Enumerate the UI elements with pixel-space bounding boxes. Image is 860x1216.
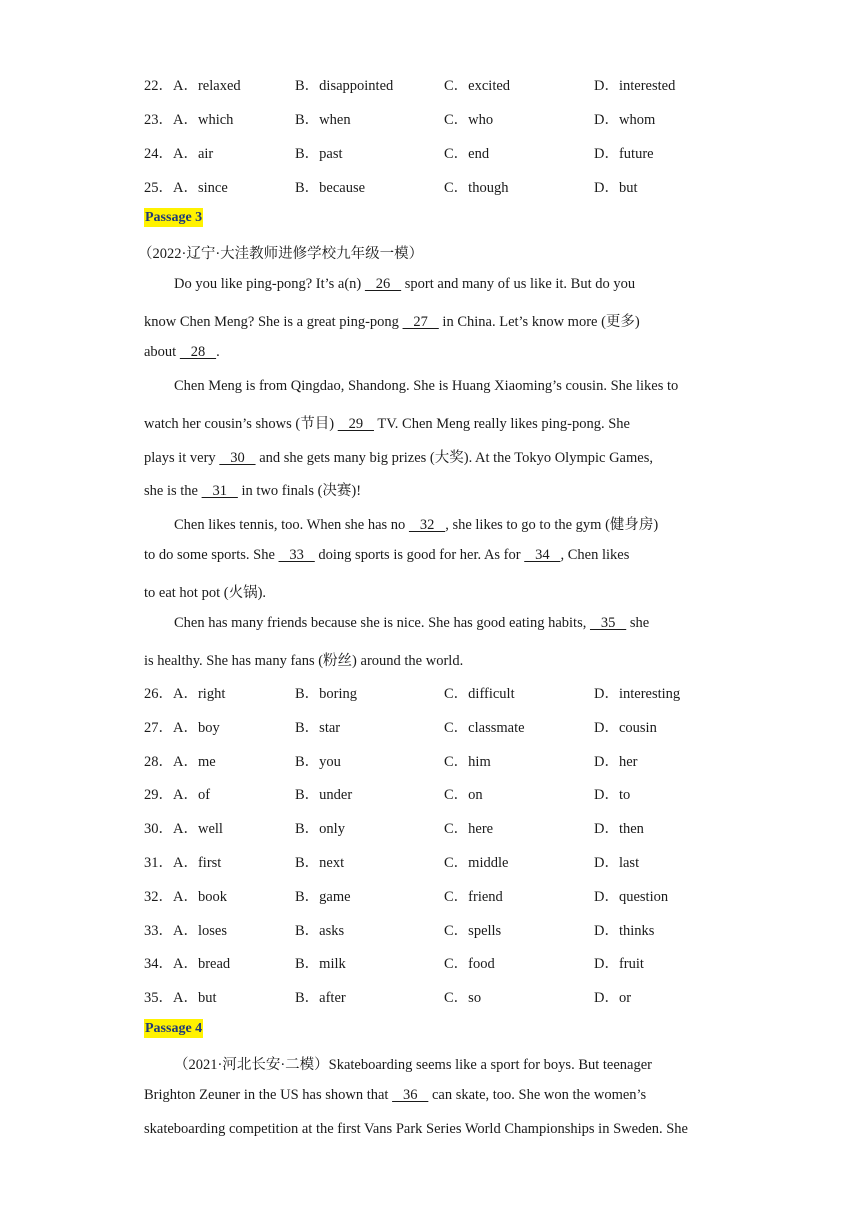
text-line bbox=[174, 513, 744, 534]
option-a: 32．A．book bbox=[144, 888, 227, 905]
option-b: B．under bbox=[295, 787, 353, 804]
text-segment: Chen likes tennis, too. When she has no bbox=[174, 517, 409, 534]
option-b: B．next bbox=[295, 855, 345, 871]
option-c: C．excited bbox=[444, 78, 511, 94]
blank-number: 35 bbox=[589, 615, 627, 631]
text-segment: TV. Chen Meng really likes ping-pong. She bbox=[373, 415, 630, 432]
option-b: B．because bbox=[295, 180, 366, 196]
option-c: C．here bbox=[444, 821, 494, 838]
blank-number: 34 bbox=[524, 547, 561, 564]
option-row bbox=[144, 716, 744, 736]
text-line bbox=[144, 1121, 714, 1138]
option-c: C．who bbox=[444, 112, 494, 128]
text-line bbox=[174, 1053, 744, 1074]
option-b: B．disappointed bbox=[295, 78, 394, 94]
text-segment: sport and many of us like it. But do you bbox=[401, 276, 636, 292]
option-a: 30．A．well bbox=[144, 821, 223, 838]
option-row bbox=[144, 919, 744, 939]
option-a: 34．A．bread bbox=[144, 956, 231, 973]
option-b: B．asks bbox=[295, 922, 345, 939]
option-row bbox=[144, 885, 744, 905]
option-a: 22．A．relaxed bbox=[144, 78, 241, 94]
option-b: B．milk bbox=[295, 956, 346, 973]
text-segment: to do some sports. She bbox=[144, 547, 279, 564]
option-row bbox=[144, 783, 744, 803]
option-c: C．friend bbox=[444, 888, 503, 905]
option-c: C．on bbox=[444, 787, 483, 804]
option-b: B．past bbox=[295, 146, 343, 162]
option-c: C．so bbox=[444, 990, 482, 1007]
option-a: 23．A．which bbox=[144, 112, 234, 128]
option-c: C．spells bbox=[444, 922, 502, 939]
text-segment: plays it very bbox=[144, 449, 220, 466]
text-segment: in China. Let’s know more (更多) bbox=[438, 313, 640, 330]
option-c: C．end bbox=[444, 146, 490, 162]
option-a: 29．A．of bbox=[144, 787, 211, 804]
text-line bbox=[174, 276, 744, 293]
text-segment: about bbox=[144, 343, 180, 360]
text-segment: watch her cousin’s shows (节目) bbox=[144, 415, 338, 432]
option-b: B．you bbox=[295, 753, 341, 770]
option-row bbox=[144, 176, 744, 196]
text-segment: doing sports is good for her. As for bbox=[314, 547, 525, 564]
text-line bbox=[144, 1087, 714, 1104]
option-d: D．her bbox=[594, 753, 638, 770]
text-segment: , Chen likes bbox=[560, 547, 630, 564]
option-a: 26．A．right bbox=[144, 686, 226, 702]
blank-number: 33 bbox=[278, 547, 315, 564]
text-line bbox=[144, 649, 714, 670]
text-line bbox=[144, 581, 714, 602]
option-c: C．classmate bbox=[444, 719, 525, 736]
text-segment: and she gets many big prizes (大奖). At the Tokyo Olympic Games, bbox=[255, 449, 653, 466]
text-line bbox=[144, 310, 714, 331]
option-c: C．difficult bbox=[444, 686, 515, 702]
blank-number: 32 bbox=[408, 517, 446, 534]
text-segment: Chen has many friends because she is nice. She has good eating habits, bbox=[174, 615, 590, 631]
text-segment: . bbox=[216, 343, 220, 360]
option-a: 31．A．first bbox=[144, 855, 222, 871]
option-b: B．only bbox=[295, 821, 345, 838]
text-segment: know Chen Meng? She is a great ping-pong bbox=[144, 313, 403, 330]
option-c: C．though bbox=[444, 180, 509, 196]
option-b: B．star bbox=[295, 719, 341, 736]
option-a: 35．A．but bbox=[144, 990, 217, 1007]
text-line bbox=[144, 412, 714, 433]
option-row bbox=[144, 108, 744, 128]
text-line bbox=[144, 446, 714, 467]
text-segment: can skate, too. She won the women’s bbox=[428, 1086, 647, 1103]
text-line bbox=[144, 344, 714, 361]
option-row bbox=[144, 952, 744, 972]
option-row bbox=[144, 74, 744, 94]
option-a: 28．A．me bbox=[144, 753, 216, 770]
option-d: D．whom bbox=[594, 112, 656, 128]
blank-number: 27 bbox=[402, 313, 439, 330]
option-row bbox=[144, 682, 744, 702]
option-row bbox=[144, 986, 744, 1006]
option-d: D．thinks bbox=[594, 922, 655, 939]
text-segment: Brighton Zeuner in the US has shown that bbox=[144, 1086, 393, 1103]
option-row bbox=[144, 750, 744, 770]
text-segment: Chen Meng is from Qingdao, Shandong. She is Huang Xiaoming’s cousin. She likes to bbox=[174, 377, 679, 394]
text-segment: is healthy. She has many fans (粉丝) around the world. bbox=[144, 652, 464, 669]
text-segment: skateboarding competition at the first Vans Park Series World Championships in Sweden. She bbox=[144, 1120, 688, 1137]
option-d: D．fruit bbox=[594, 956, 644, 973]
option-d: D．to bbox=[594, 787, 631, 804]
text-segment: she is the bbox=[144, 483, 202, 500]
blank-number: 28 bbox=[179, 343, 217, 360]
option-d: D．then bbox=[594, 821, 644, 838]
passage-3-source: （2022·辽宁·大洼教师进修学校九年级一模） bbox=[138, 246, 424, 262]
option-b: B．when bbox=[295, 112, 351, 128]
option-c: C．food bbox=[444, 956, 495, 973]
text-segment: , she likes to go to the gym (健身房) bbox=[445, 517, 659, 534]
passage-3-heading: Passage 3 bbox=[145, 210, 203, 225]
option-row bbox=[144, 851, 744, 871]
option-a: 24．A．air bbox=[144, 146, 214, 162]
text-segment: in two finals (决赛)! bbox=[237, 483, 362, 500]
passage-4-heading: Passage 4 bbox=[145, 1021, 203, 1036]
text-segment: （2021·河北长安·二模）Skateboarding seems like a sport for boys. But teenager bbox=[174, 1057, 653, 1073]
option-d: D．future bbox=[594, 146, 654, 162]
option-b: B．boring bbox=[295, 686, 358, 702]
option-row bbox=[144, 817, 744, 837]
option-d: D．question bbox=[594, 888, 669, 905]
option-c: C．middle bbox=[444, 855, 509, 871]
text-line bbox=[144, 479, 714, 500]
option-d: D．but bbox=[594, 180, 638, 196]
option-a: 27．A．boy bbox=[144, 719, 220, 736]
option-d: D．interested bbox=[594, 78, 676, 94]
text-line bbox=[174, 615, 744, 632]
option-a: 33．A．loses bbox=[144, 922, 227, 939]
text-line bbox=[144, 547, 714, 564]
text-segment: to eat hot pot (火锅). bbox=[144, 585, 267, 602]
blank-number: 26 bbox=[364, 276, 402, 292]
text-line bbox=[174, 378, 744, 395]
option-a: 25．A．since bbox=[144, 180, 228, 196]
option-d: D．cousin bbox=[594, 719, 657, 736]
option-c: C．him bbox=[444, 753, 491, 770]
blank-number: 31 bbox=[201, 483, 238, 500]
blank-number: 36 bbox=[392, 1086, 429, 1103]
option-d: D．or bbox=[594, 990, 632, 1007]
option-b: B．after bbox=[295, 990, 346, 1007]
blank-number: 29 bbox=[337, 415, 374, 432]
option-d: D．interesting bbox=[594, 686, 681, 702]
text-segment: she bbox=[626, 615, 650, 631]
text-segment: Do you like ping-pong? It’s a(n) bbox=[174, 276, 365, 292]
option-row bbox=[144, 142, 744, 162]
option-b: B．game bbox=[295, 888, 351, 905]
option-d: D．last bbox=[594, 855, 640, 871]
blank-number: 30 bbox=[219, 449, 256, 466]
